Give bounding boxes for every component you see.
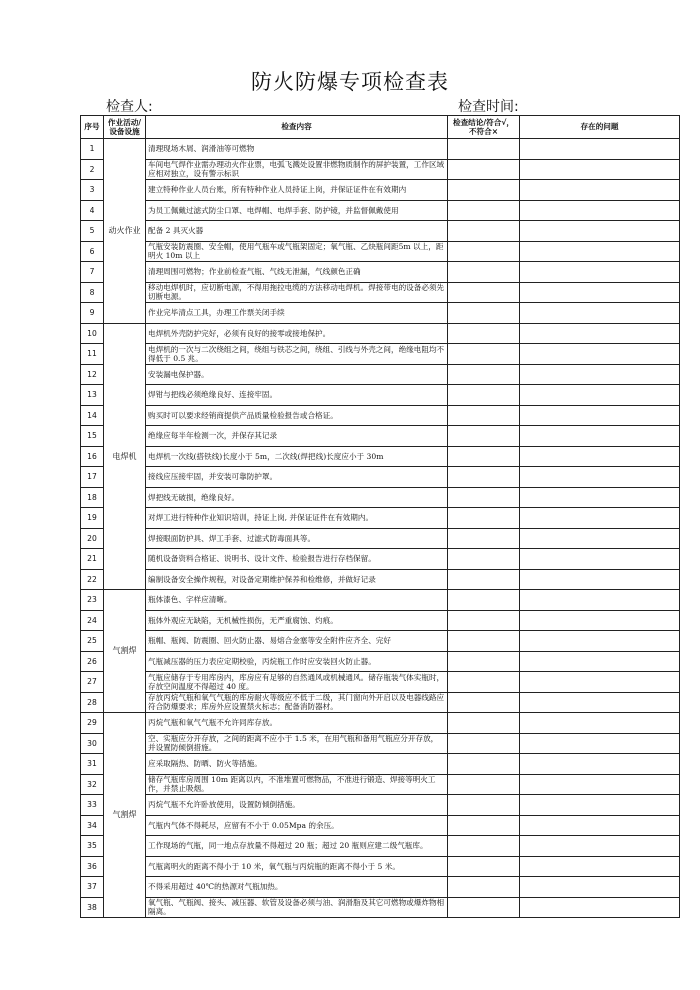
- check-content: 购买时可以要求经销商提供产品质量检验报告或合格证。: [146, 405, 448, 426]
- problems-cell[interactable]: [520, 754, 680, 775]
- conclusion-cell[interactable]: [448, 262, 520, 283]
- conclusion-cell[interactable]: [448, 139, 520, 160]
- table-row: [81, 323, 680, 344]
- page-title: 防火防爆专项检查表: [251, 70, 449, 94]
- header-no: 序号: [81, 116, 104, 139]
- problems-cell[interactable]: [520, 344, 680, 365]
- problems-cell[interactable]: [520, 877, 680, 898]
- problems-cell[interactable]: [520, 651, 680, 672]
- header-problems: 存在的问题: [520, 116, 680, 139]
- conclusion-cell[interactable]: [448, 446, 520, 467]
- row-number: 12: [81, 364, 104, 385]
- row-number: 35: [81, 836, 104, 857]
- problems-cell[interactable]: [520, 139, 680, 160]
- problems-cell[interactable]: [520, 774, 680, 795]
- check-content: 对焊工进行特种作业知识培训，持证上岗, 并保证证件在有效期内。: [146, 508, 448, 529]
- row-number: 4: [81, 200, 104, 221]
- header-activity: 作业活动/设备设施: [104, 116, 146, 139]
- problems-cell[interactable]: [520, 508, 680, 529]
- check-content: 焊接眼面防护具、焊工手套、过滤式防毒面具等。: [146, 528, 448, 549]
- table-row: [81, 180, 680, 201]
- check-content: 气瓶离明火的距离不得小于 10 米，氧气瓶与丙烷瓶的距离不得小于 5 米。: [146, 856, 448, 877]
- table-row: [81, 754, 680, 775]
- row-number: 36: [81, 856, 104, 877]
- activity-cell: 电焊机: [104, 323, 146, 590]
- row-number: 6: [81, 241, 104, 262]
- row-number: 5: [81, 221, 104, 242]
- table-row: [81, 672, 680, 693]
- check-content: 安装漏电保护器。: [146, 364, 448, 385]
- conclusion-cell[interactable]: [448, 877, 520, 898]
- problems-cell[interactable]: [520, 528, 680, 549]
- conclusion-cell[interactable]: [448, 590, 520, 611]
- check-content: 编制设备安全操作规程，对设备定期维护保养和检维修，并做好记录: [146, 569, 448, 590]
- conclusion-cell[interactable]: [448, 221, 520, 242]
- conclusion-cell[interactable]: [448, 241, 520, 262]
- row-number: 38: [81, 897, 104, 918]
- conclusion-cell[interactable]: [448, 774, 520, 795]
- check-content: 电焊机的一次与二次绕组之间，绕组与铁芯之间，绕组、引线与外壳之间，绝缘电阻均不得低于 0.5 兆。: [146, 344, 448, 365]
- check-content: 配备 2 具灭火器: [146, 221, 448, 242]
- table-row: [81, 631, 680, 652]
- table-row: [81, 364, 680, 385]
- table-row: [81, 549, 680, 570]
- check-content: 气瓶减压器的压力表应定期校验，丙烷瓶工作时应安装回火防止器。: [146, 651, 448, 672]
- problems-cell[interactable]: [520, 692, 680, 713]
- conclusion-cell[interactable]: [448, 528, 520, 549]
- table-row: [81, 733, 680, 754]
- table-row: [81, 262, 680, 283]
- conclusion-cell[interactable]: [448, 815, 520, 836]
- row-number: 31: [81, 754, 104, 775]
- row-number: 7: [81, 262, 104, 283]
- table-row: [81, 815, 680, 836]
- row-number: 29: [81, 713, 104, 734]
- conclusion-cell[interactable]: [448, 303, 520, 324]
- check-content: 丙烷气瓶和氧气气瓶不允许同库存放。: [146, 713, 448, 734]
- conclusion-cell[interactable]: [448, 713, 520, 734]
- conclusion-cell[interactable]: [448, 405, 520, 426]
- row-number: 23: [81, 590, 104, 611]
- table-row: [81, 487, 680, 508]
- check-content: 瓶体外观应无缺陷，无机械性损伤，无严重腐蚀、灼痕。: [146, 610, 448, 631]
- conclusion-cell[interactable]: [448, 692, 520, 713]
- conclusion-cell[interactable]: [448, 754, 520, 775]
- table-row: [81, 446, 680, 467]
- row-number: 15: [81, 426, 104, 447]
- table-row: [81, 590, 680, 611]
- row-number: 27: [81, 672, 104, 693]
- conclusion-cell[interactable]: [448, 651, 520, 672]
- row-number: 16: [81, 446, 104, 467]
- problems-cell[interactable]: [520, 610, 680, 631]
- table-row: [81, 651, 680, 672]
- problems-cell[interactable]: [520, 815, 680, 836]
- row-number: 8: [81, 282, 104, 303]
- check-content: 清理现场木屑、润滑油等可燃物: [146, 139, 448, 160]
- conclusion-cell[interactable]: [448, 733, 520, 754]
- table-row: [81, 528, 680, 549]
- row-number: 3: [81, 180, 104, 201]
- problems-cell[interactable]: [520, 405, 680, 426]
- table-body: [81, 139, 680, 918]
- row-number: 22: [81, 569, 104, 590]
- table-row: [81, 385, 680, 406]
- problems-cell[interactable]: [520, 200, 680, 221]
- problems-cell[interactable]: [520, 282, 680, 303]
- row-number: 1: [81, 139, 104, 160]
- table-row: [81, 282, 680, 303]
- conclusion-cell[interactable]: [448, 282, 520, 303]
- table-row: [81, 856, 680, 877]
- table-row: [81, 713, 680, 734]
- check-content: 移动电焊机时，应切断电源，不得用拖拉电缆的方法移动电焊机。焊接带电的设备必须先切断电源。: [146, 282, 448, 303]
- row-number: 24: [81, 610, 104, 631]
- row-number: 25: [81, 631, 104, 652]
- conclusion-cell[interactable]: [448, 344, 520, 365]
- check-content: 电焊机外壳防护完好，必须有良好的接零或接地保护。: [146, 323, 448, 344]
- problems-cell[interactable]: [520, 323, 680, 344]
- table-row: [81, 344, 680, 365]
- row-number: 2: [81, 159, 104, 180]
- check-content: 随机设备资料合格证、说明书、设计文件、检验报告进行存档保留。: [146, 549, 448, 570]
- conclusion-cell[interactable]: [448, 426, 520, 447]
- row-number: 14: [81, 405, 104, 426]
- problems-cell[interactable]: [520, 733, 680, 754]
- check-content: 绝缘应每半年检测一次，并保存其记录: [146, 426, 448, 447]
- conclusion-cell[interactable]: [448, 200, 520, 221]
- row-number: 26: [81, 651, 104, 672]
- conclusion-cell[interactable]: [448, 631, 520, 652]
- problems-cell[interactable]: [520, 795, 680, 816]
- row-number: 9: [81, 303, 104, 324]
- conclusion-cell[interactable]: [448, 897, 520, 918]
- activity-cell: 气割焊: [104, 713, 146, 918]
- table-row: [81, 795, 680, 816]
- table-row: [81, 836, 680, 857]
- check-content: 作业完毕清点工具，办理工作票关闭手续: [146, 303, 448, 324]
- row-number: 20: [81, 528, 104, 549]
- table-row: [81, 692, 680, 713]
- check-content: 电焊机一次线(搭铁线)长度小于 5m，二次线(焊把线)长度应小于 30m: [146, 446, 448, 467]
- inspector-label: 检查人:: [106, 99, 153, 115]
- table-row: [81, 405, 680, 426]
- row-number: 34: [81, 815, 104, 836]
- activity-cell: 气割焊: [104, 590, 146, 713]
- table-row: [81, 303, 680, 324]
- conclusion-cell[interactable]: [448, 323, 520, 344]
- problems-cell[interactable]: [520, 590, 680, 611]
- conclusion-cell[interactable]: [448, 508, 520, 529]
- header-content: 检查内容: [146, 116, 448, 139]
- table-row: [81, 877, 680, 898]
- row-number: 17: [81, 467, 104, 488]
- problems-cell[interactable]: [520, 159, 680, 180]
- check-content: 不得采用超过 40℃的热源对气瓶加热。: [146, 877, 448, 898]
- row-number: 19: [81, 508, 104, 529]
- check-content: 丙烷气瓶不允许卧放使用，设置防倾倒措施。: [146, 795, 448, 816]
- check-content: 氧气瓶、气瓶阀、接头、减压器、软管及设备必须与油、润滑脂及其它可燃物或爆炸物相隔离。: [146, 897, 448, 918]
- check-content: 清理周围可燃物；作业前检查气瓶、气线无泄漏，气线颜色正确: [146, 262, 448, 283]
- conclusion-cell[interactable]: [448, 836, 520, 857]
- conclusion-cell[interactable]: [448, 856, 520, 877]
- conclusion-cell[interactable]: [448, 159, 520, 180]
- table-row: [81, 426, 680, 447]
- conclusion-cell[interactable]: [448, 795, 520, 816]
- check-content: 建立特种作业人员台账，所有特种作业人员持证上岗，并保证证件在有效期内: [146, 180, 448, 201]
- header-conclusion: 检查结论/符合√，不符合×: [448, 116, 520, 139]
- conclusion-cell[interactable]: [448, 467, 520, 488]
- table-row: [81, 569, 680, 590]
- table-header-row: [81, 116, 680, 139]
- problems-cell[interactable]: [520, 487, 680, 508]
- problems-cell[interactable]: [520, 897, 680, 918]
- check-content: 瓶帽、瓶阀、防震圈、回火防止器、易熔合金塞等安全附件应齐全、完好: [146, 631, 448, 652]
- inspection-time-label: 检查时间:: [458, 99, 519, 115]
- inspection-table: [80, 115, 680, 918]
- check-content: 接线应压接牢固，并安装可靠防护罩。: [146, 467, 448, 488]
- conclusion-cell[interactable]: [448, 672, 520, 693]
- check-content: 车间电气焊作业需办理动火作业票，电弧飞溅处设置非燃物质制作的屏护装置，工作区域应相对独立，设有警示标识: [146, 159, 448, 180]
- conclusion-cell[interactable]: [448, 180, 520, 201]
- check-content: 为员工佩戴过滤式防尘口罩、电焊帽、电焊手套、防护镜，并监督佩戴使用: [146, 200, 448, 221]
- check-content: 储存气瓶库房周围 10m 距离以内，不准堆置可燃物品，不准进行锻造、焊接等明火工作，并禁止吸烟。: [146, 774, 448, 795]
- problems-cell[interactable]: [520, 446, 680, 467]
- problems-cell[interactable]: [520, 467, 680, 488]
- check-content: 焊钳与把线必须绝缘良好、连接牢固。: [146, 385, 448, 406]
- table-row: [81, 774, 680, 795]
- check-content: 气瓶应储存于专用库房内，库房应有足够的自然通风或机械通风。储存瓶装气体实瓶时，存放空间温度不得超过 40 度。: [146, 672, 448, 693]
- table-row: [81, 241, 680, 262]
- row-number: 21: [81, 549, 104, 570]
- conclusion-cell[interactable]: [448, 569, 520, 590]
- problems-cell[interactable]: [520, 631, 680, 652]
- table-row: [81, 139, 680, 160]
- table-row: [81, 610, 680, 631]
- conclusion-cell[interactable]: [448, 364, 520, 385]
- problems-cell[interactable]: [520, 241, 680, 262]
- table-row: [81, 897, 680, 918]
- table-row: [81, 508, 680, 529]
- row-number: 30: [81, 733, 104, 754]
- row-number: 28: [81, 692, 104, 713]
- problems-cell[interactable]: [520, 426, 680, 447]
- problems-cell[interactable]: [520, 856, 680, 877]
- table-row: [81, 159, 680, 180]
- problems-cell[interactable]: [520, 303, 680, 324]
- row-number: 37: [81, 877, 104, 898]
- row-number: 13: [81, 385, 104, 406]
- check-content: 焊把线无破损，绝缘良好。: [146, 487, 448, 508]
- conclusion-cell[interactable]: [448, 487, 520, 508]
- check-content: 工作现场的气瓶，同一地点存放量不得超过 20 瓶；超过 20 瓶则应建二级气瓶库。: [146, 836, 448, 857]
- problems-cell[interactable]: [520, 836, 680, 857]
- problems-cell[interactable]: [520, 672, 680, 693]
- problems-cell[interactable]: [520, 713, 680, 734]
- problems-cell[interactable]: [520, 221, 680, 242]
- check-content: 存放丙烷气瓶和氧气气瓶的库房耐火等级应不低于二级，其门窗向外开启以及电器线路应符合防爆要求；库房外应设置禁火标志；配备消防器材。: [146, 692, 448, 713]
- problems-cell[interactable]: [520, 385, 680, 406]
- problems-cell[interactable]: [520, 549, 680, 570]
- row-number: 32: [81, 774, 104, 795]
- problems-cell[interactable]: [520, 569, 680, 590]
- check-content: 气瓶内气体不得耗尽，应留有不小于 0.05Mpa 的余压。: [146, 815, 448, 836]
- table-row: [81, 467, 680, 488]
- check-content: 空、实瓶应分开存放，之间的距离不应小于 1.5 米，在用气瓶和备用气瓶应分开存放，并设置防倾倒措施。: [146, 733, 448, 754]
- conclusion-cell[interactable]: [448, 549, 520, 570]
- row-number: 33: [81, 795, 104, 816]
- table-row: [81, 200, 680, 221]
- row-number: 11: [81, 344, 104, 365]
- activity-cell: 动火作业: [104, 139, 146, 324]
- check-content: 瓶体漆色、字样应清晰。: [146, 590, 448, 611]
- conclusion-cell[interactable]: [448, 610, 520, 631]
- check-content: 气瓶安装防震圈、安全帽，使用气瓶车或气瓶架固定；氧气瓶、乙炔瓶间距5m 以上，距明火 10m 以上: [146, 241, 448, 262]
- check-content: 应采取隔热、防晒、防火等措施。: [146, 754, 448, 775]
- row-number: 10: [81, 323, 104, 344]
- problems-cell[interactable]: [520, 262, 680, 283]
- problems-cell[interactable]: [520, 180, 680, 201]
- conclusion-cell[interactable]: [448, 385, 520, 406]
- problems-cell[interactable]: [520, 364, 680, 385]
- row-number: 18: [81, 487, 104, 508]
- table-row: [81, 221, 680, 242]
